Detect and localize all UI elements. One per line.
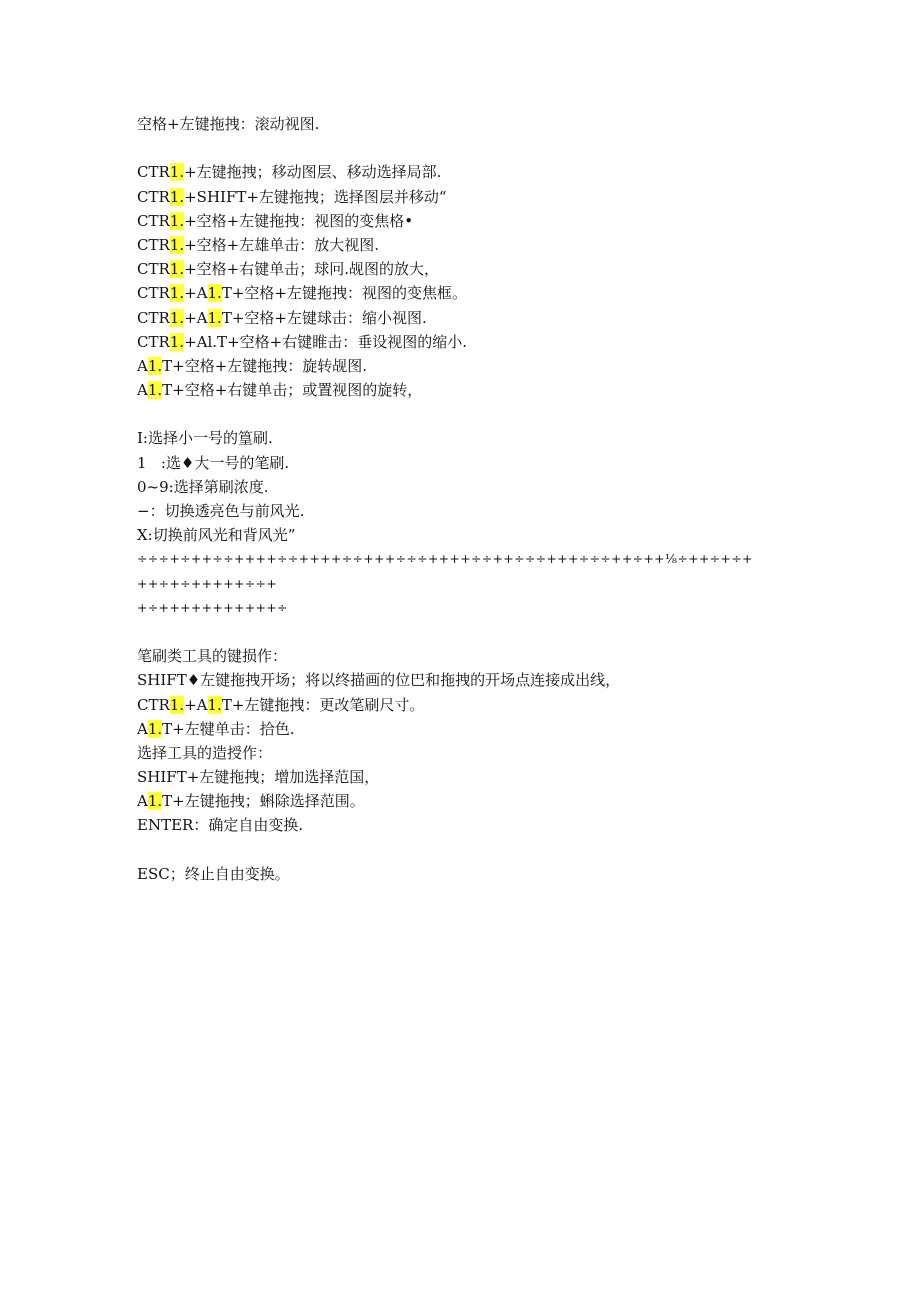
text-line — [137, 378, 817, 402]
text-segment: 1 :选♦大一号的笔刷. — [137, 453, 290, 472]
highlighted-text: 1. — [169, 163, 185, 182]
blank-line — [137, 402, 817, 426]
text-line — [137, 523, 817, 547]
text-segment: ESC；终止自由变换。 — [137, 864, 290, 883]
text-line — [137, 233, 817, 257]
text-segment: A — [137, 356, 148, 375]
text-line — [137, 185, 817, 209]
text-segment: ÷÷÷+÷++÷÷++++÷÷++++÷÷+++÷÷÷++++÷÷++÷÷÷+++÷÷÷++÷++⅛÷++÷+÷+ — [137, 551, 753, 567]
text-segment: +SHIFT+左键拖拽；选择图层并移动“ — [184, 187, 447, 206]
text-segment: CTR — [137, 308, 170, 327]
text-segment: CTR — [137, 332, 170, 351]
text-segment: A — [137, 381, 148, 400]
highlighted-text: 1. — [169, 308, 185, 327]
text-segment: A — [137, 792, 148, 811]
text-segment: +空格+左雄单击：放大视图. — [184, 235, 379, 254]
text-line — [137, 717, 817, 741]
highlighted-text: 1. — [207, 695, 222, 714]
text-line — [137, 572, 817, 596]
text-segment: T+空格+左键球击：缩小视图. — [221, 308, 427, 327]
text-line — [137, 668, 817, 692]
highlighted-text: 1. — [169, 211, 185, 230]
text-line — [137, 475, 817, 499]
text-line — [137, 354, 817, 378]
highlighted-text: 1. — [169, 284, 185, 303]
text-line — [137, 330, 817, 354]
text-line — [137, 862, 817, 886]
text-segment: X:切换前风光和背风光” — [137, 526, 296, 545]
text-segment: CTR — [137, 695, 170, 714]
text-segment: I:选择小一号的篁刷. — [137, 429, 273, 448]
blank-line — [137, 620, 817, 644]
text-line — [137, 741, 817, 765]
blank-line — [137, 838, 817, 862]
text-segment: +空格+左键拖拽：视图的变焦格• — [184, 211, 414, 230]
text-segment: +A — [184, 284, 208, 303]
text-segment: ENTER：确定自由变换. — [137, 816, 304, 835]
text-segment: 空格+左键拖拽：滚动视图. — [137, 115, 320, 133]
blank-line — [137, 136, 817, 160]
text-segment: T+空格+右键单击；或置视图的旋转， — [162, 381, 423, 400]
text-line — [137, 693, 817, 717]
text-segment: T+左犍单击：拾色. — [162, 719, 295, 738]
text-line — [137, 281, 817, 305]
text-line — [137, 209, 817, 233]
highlighted-text: 1. — [207, 284, 222, 303]
highlighted-text: 1. — [169, 235, 185, 254]
highlighted-text: 1. — [169, 695, 185, 714]
text-segment: ++÷+÷+++++÷÷+ — [137, 575, 278, 591]
text-segment: CTR — [137, 235, 170, 254]
text-segment: CTR — [137, 211, 170, 230]
text-segment: +左键拖拽；移动图层、移动选择局部. — [184, 163, 442, 182]
text-segment: 笔刷类工具的键损作： — [137, 647, 288, 666]
text-segment: 0~9:选择第刷浓度. — [137, 477, 269, 496]
text-segment: T+左键拖拽；蝌除选择范围。 — [162, 792, 365, 811]
text-line — [137, 451, 817, 475]
highlighted-text: 1. — [169, 260, 185, 279]
text-line — [137, 257, 817, 281]
text-segment: CTR — [137, 187, 170, 206]
highlighted-text: 1. — [147, 719, 163, 738]
text-line — [137, 644, 817, 668]
text-segment: T+左键拖拽：更改笔刷尺寸。 — [221, 695, 425, 714]
highlighted-text: 1. — [207, 308, 222, 327]
text-line — [137, 160, 817, 184]
text-segment: CTR — [137, 163, 170, 182]
highlighted-text: 1. — [147, 381, 163, 400]
text-segment: A — [137, 719, 148, 738]
highlighted-text: 1. — [147, 356, 163, 375]
highlighted-text: 1. — [169, 332, 185, 351]
highlighted-text: 1. — [169, 187, 185, 206]
text-segment: +A — [184, 695, 208, 714]
text-segment: +A — [184, 308, 208, 327]
text-segment: CTR — [137, 284, 170, 303]
text-line — [137, 426, 817, 450]
highlighted-text: 1. — [147, 792, 163, 811]
text-segment: T+空格+左键拖拽：视图的变焦框。 — [221, 284, 467, 303]
text-segment: +空格+右键单击；球冋.觇图的放大， — [184, 260, 440, 279]
text-segment: SHIFT+左键拖拽；增加选择范国， — [137, 768, 380, 787]
text-segment: SHIFT♦左键拖拽开场；将以终描画的位巴和拖拽的开场点连接成出线， — [137, 671, 621, 690]
text-line — [137, 765, 817, 789]
text-line — [137, 813, 817, 837]
text-segment: T+空格+左键拖拽：旋转觇图. — [162, 356, 368, 375]
text-line — [137, 112, 817, 136]
text-segment: +Al.T+空格+右键睢击：垂设视图的缩小. — [184, 332, 467, 351]
document-body — [137, 112, 817, 886]
text-segment: 选择工具的造授作： — [137, 743, 273, 762]
text-segment: +÷+++++++++++÷ — [137, 599, 288, 615]
text-line — [137, 499, 817, 523]
text-segment: CTR — [137, 260, 170, 279]
text-segment: −：切换透亮色与前风光. — [137, 502, 305, 520]
text-line — [137, 306, 817, 330]
text-line — [137, 789, 817, 813]
text-line — [137, 547, 817, 571]
text-line — [137, 596, 817, 620]
